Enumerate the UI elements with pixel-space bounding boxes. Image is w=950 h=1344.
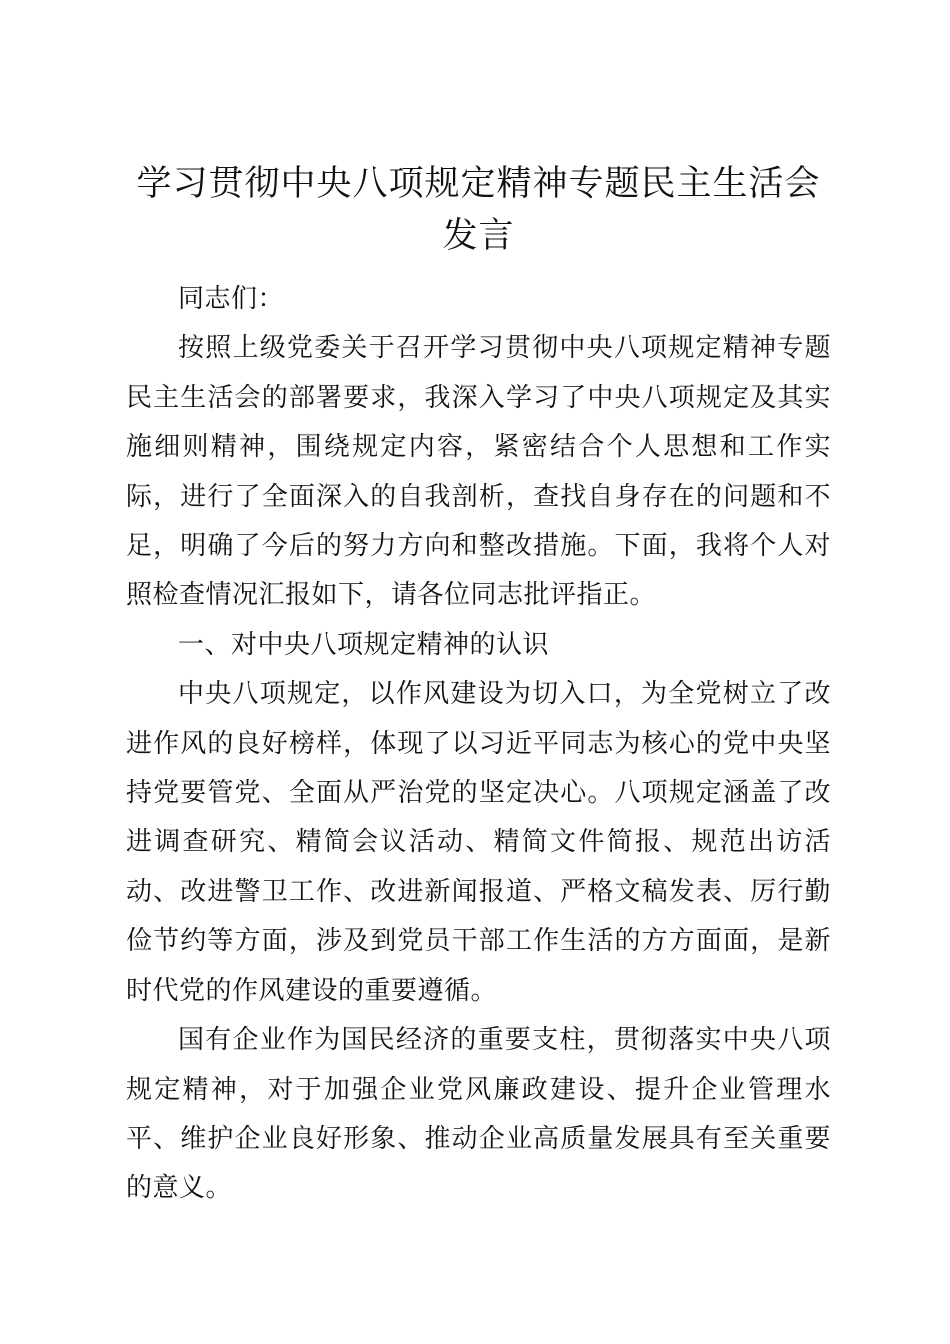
paragraph-intro: 按照上级党委关于召开学习贯彻中央八项规定精神专题民主生活会的部署要求，我深入学习了中央八项规定及其实施细则精神，围绕规定内容，紧密结合个人思想和工作实际，进行了全面深入的自我剖析，查找自身存在的问题和不足，明确了今后的努力方向和整改措施。下面，我将个人对照检查情况汇报如下，请各位同志批评指正。 bbox=[126, 333, 831, 611]
document-title: 学习贯彻中央八项规定精神专题民主生活会发言 bbox=[136, 164, 821, 256]
document-body bbox=[126, 275, 831, 1214]
paragraph-understanding: 中央八项规定，以作风建设为切入口，为全党树立了改进作风的良好榜样，体现了以习近平同志为核心的党中央坚持党要管党、全面从严治党的坚定决心。八项规定涵盖了改进调查研究、精简会议活动、精简文件简报、规范出访活动、改进警卫工作、改进新闻报道、严格文稿发表、厉行勤俭节约等方面，涉及到党员干部工作生活的方方面面，是新时代党的作风建设的重要遵循。 bbox=[126, 679, 831, 1006]
salutation: 同志们： bbox=[178, 284, 285, 314]
paragraph-soe-significance: 国有企业作为国民经济的重要支柱，贯彻落实中央八项规定精神，对于加强企业党风廉政建设、提升企业管理水平、维护企业良好形象、推动企业高质量发展具有至关重要的意义。 bbox=[126, 1025, 831, 1204]
section-heading: 一、对中央八项规定精神的认识 bbox=[178, 629, 550, 660]
